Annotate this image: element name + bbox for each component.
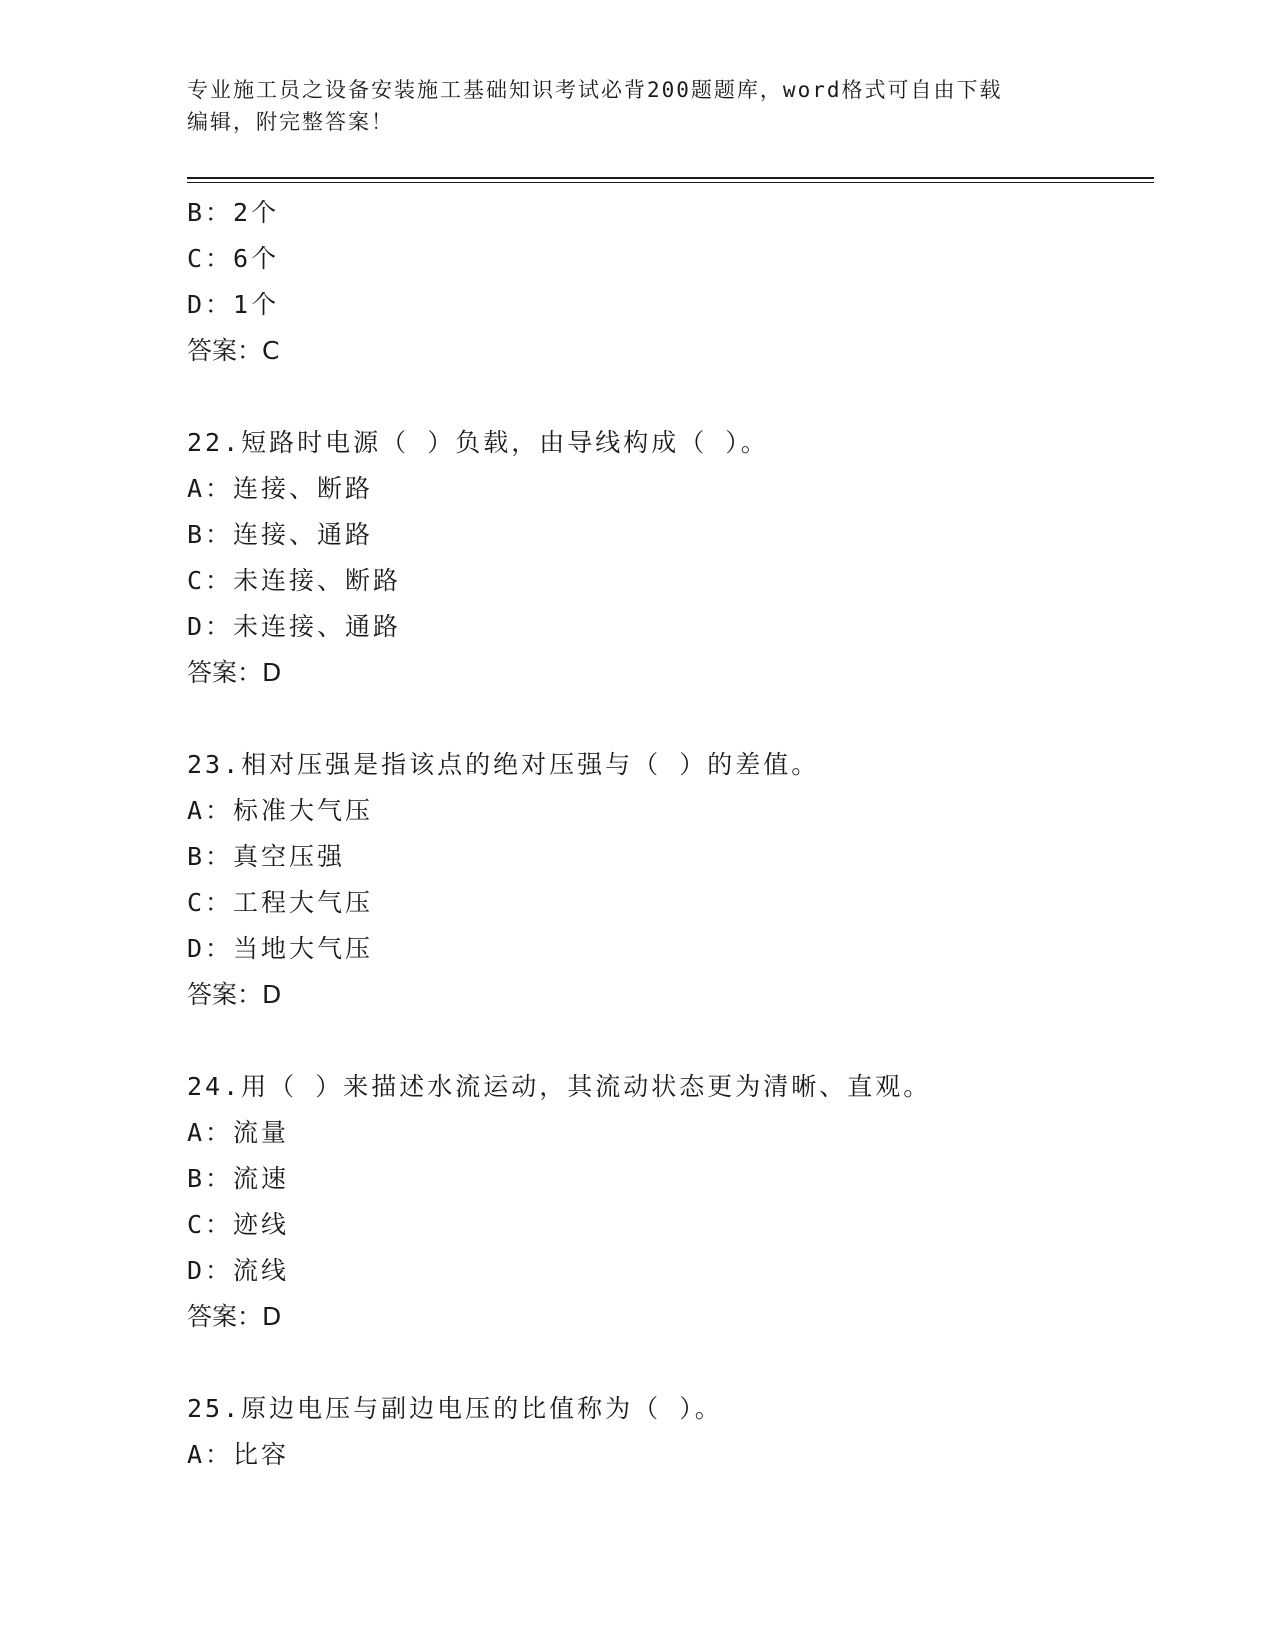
- question-25: [187, 1386, 1147, 1478]
- document-header: [187, 74, 1087, 138]
- question-21: [187, 190, 1147, 374]
- question-stem: 25.原边电压与副边电压的比值称为（ ）。: [187, 1394, 723, 1423]
- answer-line: 答案：C: [187, 336, 280, 365]
- option-d: D：流线: [187, 1256, 290, 1285]
- option-d: D：当地大气压: [187, 934, 374, 963]
- option-b: B：流速: [187, 1164, 290, 1193]
- question-stem: 24.用（ ）来描述水流运动，其流动状态更为清晰、直观。: [187, 1072, 932, 1101]
- answer-line: 答案：D: [187, 980, 282, 1009]
- option-c: C：6个: [187, 244, 280, 273]
- answer-line: 答案：D: [187, 1302, 282, 1331]
- question-stem: 23.相对压强是指该点的绝对压强与（ ）的差值。: [187, 750, 820, 779]
- option-b: B：2个: [187, 198, 280, 227]
- option-a: A：流量: [187, 1118, 290, 1147]
- answer-line: 答案：D: [187, 658, 282, 687]
- question-22: [187, 420, 1147, 696]
- option-a: A：标准大气压: [187, 796, 374, 825]
- question-list: [187, 190, 1147, 1478]
- question-23: [187, 742, 1147, 1018]
- question-stem: 22.短路时电源（ ）负载，由导线构成（ ）。: [187, 428, 769, 457]
- header-divider: [187, 177, 1154, 179]
- option-b: B：连接、通路: [187, 520, 374, 549]
- header-divider-thin: [187, 182, 1154, 183]
- header-line-1: 专业施工员之设备安装施工基础知识考试必背200题题库，word格式可自由下载: [187, 78, 1003, 102]
- question-24: [187, 1064, 1147, 1340]
- option-a: A：比容: [187, 1440, 290, 1469]
- option-c: C：未连接、断路: [187, 566, 402, 595]
- option-d: D：未连接、通路: [187, 612, 402, 641]
- option-d: D：1个: [187, 290, 280, 319]
- option-c: C：迹线: [187, 1210, 290, 1239]
- option-b: B：真空压强: [187, 842, 346, 871]
- option-c: C：工程大气压: [187, 888, 374, 917]
- header-line-2: 编辑，附完整答案！: [187, 110, 394, 134]
- option-a: A：连接、断路: [187, 474, 374, 503]
